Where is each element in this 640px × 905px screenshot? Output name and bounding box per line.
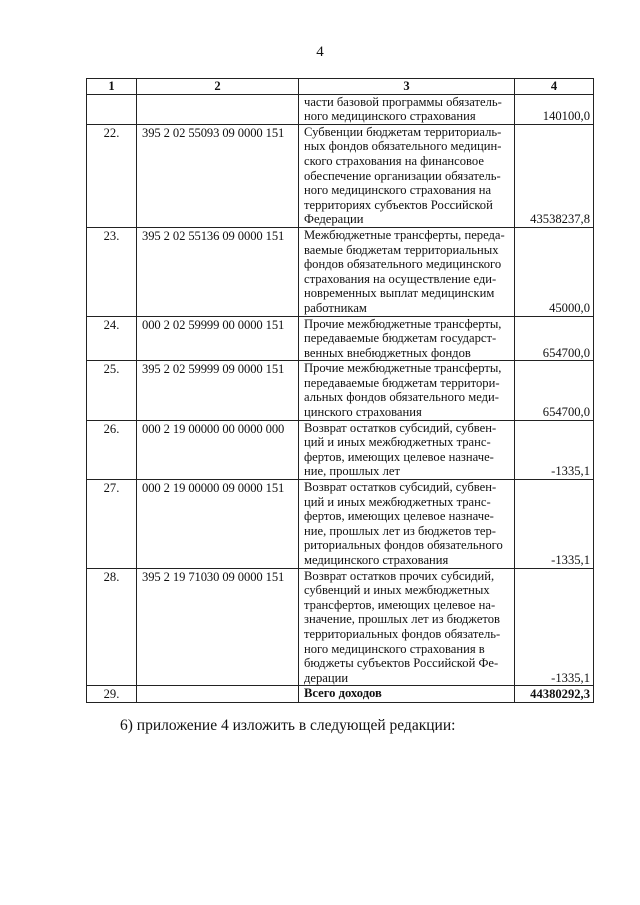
revenue-description	[299, 94, 515, 124]
description-line: территориальных фондов обязатель-	[304, 626, 501, 641]
description-line: страхования на осуществление еди-	[304, 271, 497, 286]
description-line: ций и иных межбюджетных транс-	[304, 435, 491, 450]
budget-code: 395 2 02 55136 09 0000 151	[137, 227, 299, 316]
description-line: ных фондов обязательного медицин-	[304, 139, 502, 154]
page-number: 4	[316, 44, 324, 60]
description-line: субвенций и иных межбюджетных	[304, 583, 490, 598]
description-line: цинского страхования	[304, 405, 422, 420]
description-line: части базовой программы обязатель-	[304, 94, 502, 109]
budget-code: 000 2 02 59999 00 0000 151	[137, 316, 299, 361]
budget-code	[137, 94, 299, 124]
row-number: 28.	[87, 568, 137, 686]
revenue-table	[86, 78, 594, 703]
description-line: ского страхования на финансовое	[304, 153, 484, 168]
description-line: альных фондов обязательного меди-	[304, 390, 499, 405]
description-line: Прочие межбюджетные трансферты,	[304, 316, 502, 331]
description-line: Межбюджетные трансферты, переда-	[304, 227, 505, 242]
column-header-4: 4	[515, 79, 594, 95]
row-number: 26.	[87, 420, 137, 479]
row-number: 23.	[87, 227, 137, 316]
table-row	[87, 124, 594, 227]
amount: -1335,1	[515, 568, 594, 686]
description-line: работникам	[304, 300, 367, 315]
description-line: бюджеты субъектов Российской Фе-	[304, 656, 499, 671]
budget-code	[137, 686, 299, 703]
description-line: фондов обязательного медицинского	[304, 257, 502, 272]
description-line: передаваемые бюджетам территори-	[304, 375, 500, 390]
revenue-description	[299, 227, 515, 316]
amount: 43538237,8	[515, 124, 594, 227]
description-line: Возврат остатков субсидий, субвен-	[304, 480, 497, 495]
revenue-description	[299, 480, 515, 569]
revenue-description	[299, 686, 515, 703]
revenue-description	[299, 568, 515, 686]
description-line: фертов, имеющих целевое назначе-	[304, 449, 494, 464]
table-row	[87, 568, 594, 686]
amount: -1335,1	[515, 420, 594, 479]
description-line: передаваемые бюджетам государст-	[304, 331, 497, 346]
description-line: Субвенции бюджетам территориаль-	[304, 124, 502, 139]
table-row	[87, 316, 594, 361]
footer-instruction: 6) приложение 4 изложить в следующей редакции:	[120, 717, 456, 734]
description-line: новременных выплат медицинским	[304, 286, 495, 301]
description-line: ние, прошлых лет	[304, 464, 400, 479]
description-line: территориях субъектов Российской	[304, 197, 493, 212]
revenue-description	[299, 420, 515, 479]
description-line: Возврат остатков прочих субсидий,	[304, 568, 495, 583]
amount: 140100,0	[515, 94, 594, 124]
revenue-description	[299, 124, 515, 227]
amount: -1335,1	[515, 480, 594, 569]
description-line: риториальных фондов обязательного	[304, 538, 503, 553]
description-line: дерации	[304, 670, 349, 685]
description-line: ние, прошлых лет из бюджетов тер-	[304, 523, 496, 538]
row-number	[87, 94, 137, 124]
row-number: 22.	[87, 124, 137, 227]
row-number: 25.	[87, 361, 137, 420]
row-number: 24.	[87, 316, 137, 361]
table-body	[87, 94, 594, 702]
description-line: фертов, имеющих целевое назначе-	[304, 509, 494, 524]
budget-code: 395 2 19 71030 09 0000 151	[137, 568, 299, 686]
description-line: Всего доходов	[304, 686, 382, 701]
table-row	[87, 480, 594, 569]
revenue-description	[299, 361, 515, 420]
description-line: венных внебюджетных фондов	[304, 345, 471, 360]
description-line: значение, прошлых лет из бюджетов	[304, 612, 500, 627]
description-line: Прочие межбюджетные трансферты,	[304, 361, 502, 376]
description-line: трансфертов, имеющих целевое на-	[304, 597, 496, 612]
budget-code: 395 2 02 59999 09 0000 151	[137, 361, 299, 420]
budget-code: 395 2 02 55093 09 0000 151	[137, 124, 299, 227]
amount: 654700,0	[515, 316, 594, 361]
column-header-1: 1	[87, 79, 137, 95]
budget-code: 000 2 19 00000 09 0000 151	[137, 480, 299, 569]
description-line: медицинского страхования	[304, 553, 449, 567]
description-line: ций и иных межбюджетных транс-	[304, 494, 491, 509]
table-row	[87, 361, 594, 420]
column-header-3: 3	[299, 79, 515, 95]
table-row	[87, 227, 594, 316]
description-line: ваемые бюджетам территориальных	[304, 242, 499, 257]
amount: 44380292,3	[515, 686, 594, 703]
row-number: 27.	[87, 480, 137, 569]
column-header-2: 2	[137, 79, 299, 95]
description-line: ного медицинского страхования в	[304, 641, 485, 656]
amount: 45000,0	[515, 227, 594, 316]
table-row	[87, 686, 594, 703]
amount: 654700,0	[515, 361, 594, 420]
table-header-row	[87, 79, 594, 95]
description-line: Возврат остатков субсидий, субвен-	[304, 420, 497, 435]
table-row	[87, 94, 594, 124]
table-row	[87, 420, 594, 479]
description-line: ного медицинского страхования на	[304, 183, 492, 198]
row-number: 29.	[87, 686, 137, 703]
revenue-description	[299, 316, 515, 361]
description-line: обеспечение организации обязатель-	[304, 168, 501, 183]
description-line: ного медицинского страхования	[304, 109, 476, 124]
budget-code: 000 2 19 00000 00 0000 000	[137, 420, 299, 479]
description-line: Федерации	[304, 212, 364, 227]
